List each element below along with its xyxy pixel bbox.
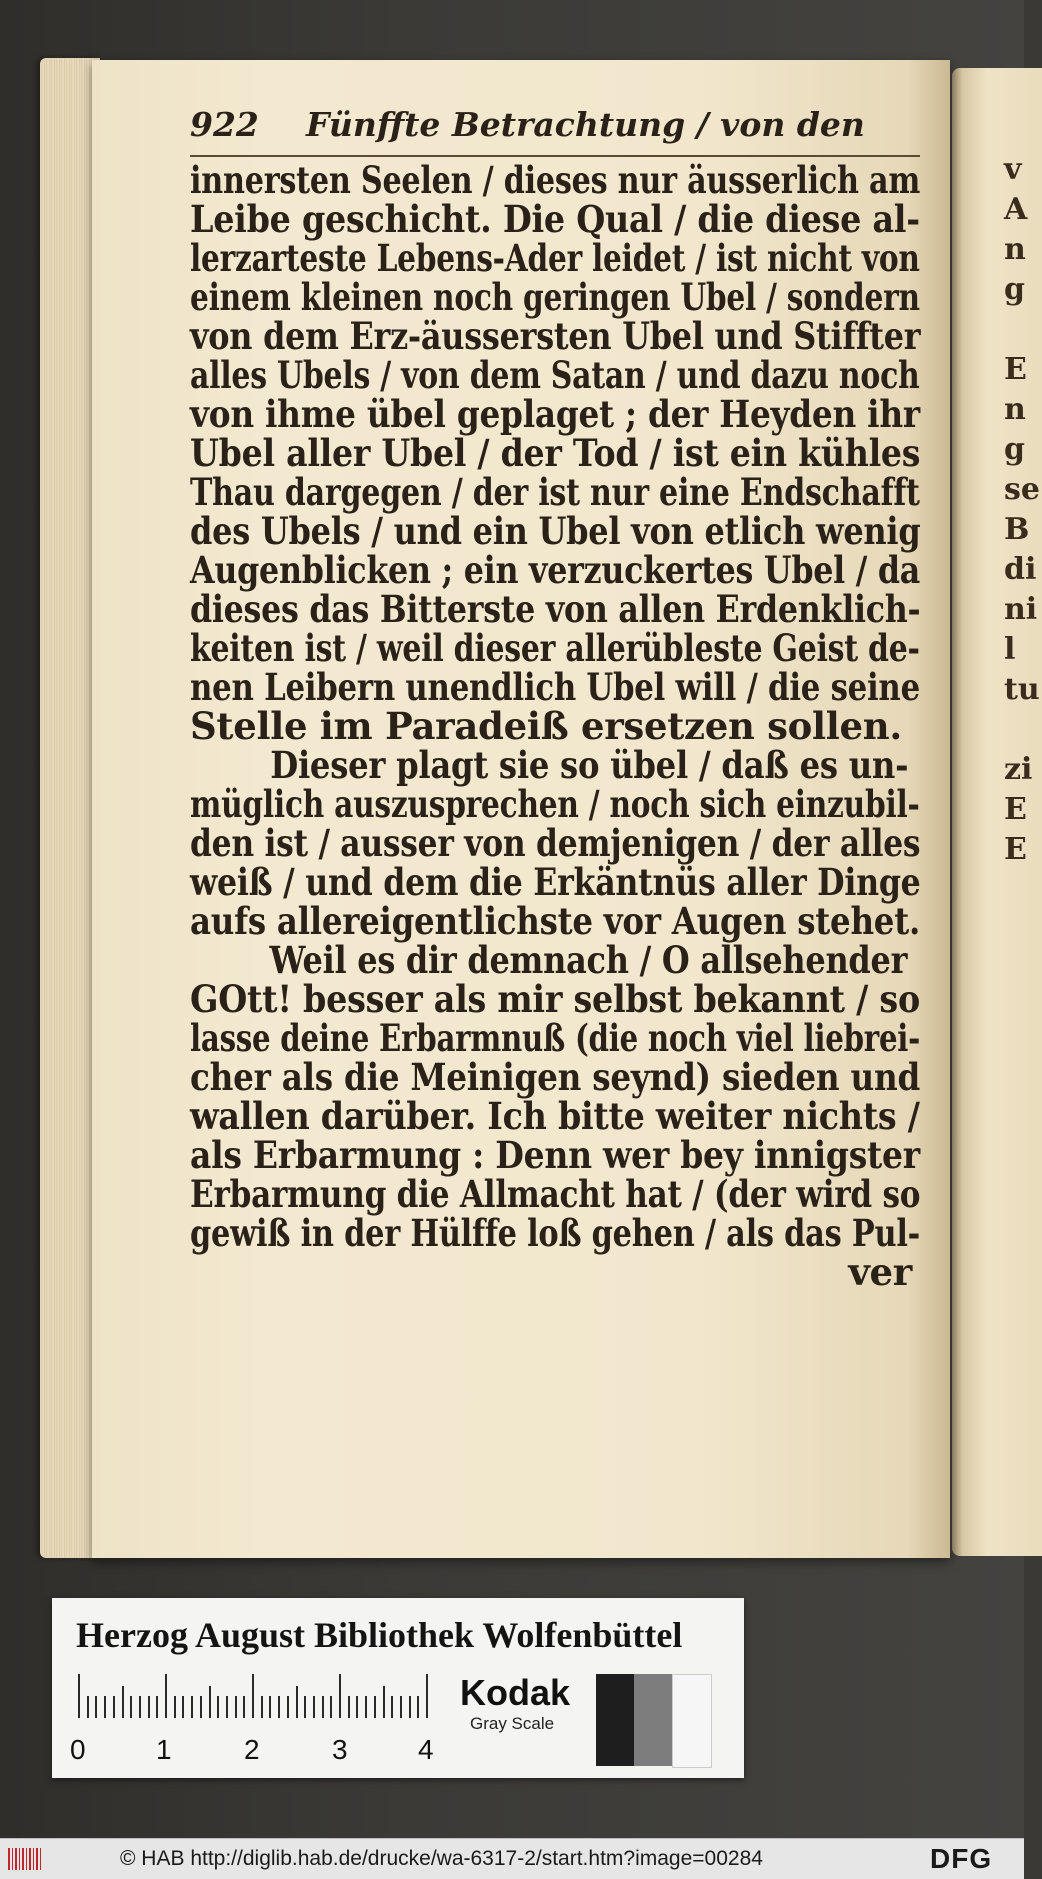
text-line: Dieser plagt sie so übel / daß es un-: [270, 743, 909, 787]
ruler-tick: [417, 1696, 419, 1718]
text-line: Leibe geschicht. Die Qual / die diese al-: [190, 197, 920, 241]
ruler-label: 1: [156, 1734, 172, 1765]
gray-scale-label: Gray Scale: [470, 1714, 555, 1733]
ruler-tick: [209, 1686, 211, 1718]
text-line: von dem Erz-äussersten Ubel und Stiffter: [190, 314, 921, 358]
ruler-label: 2: [244, 1734, 260, 1765]
ruler-label: 4: [418, 1734, 434, 1765]
text-line: wallen darüber. Ich bitte weiter nichts /: [190, 1094, 920, 1138]
text-line: nen Leibern unendlich Ubel will / die seine: [190, 665, 920, 709]
footer-bar: [0, 1838, 1024, 1879]
ruler-tick: [339, 1674, 341, 1718]
text-line: den ist / ausser von demjenigen / der alles: [190, 821, 921, 865]
ruler-tick: [296, 1686, 298, 1718]
paragraph-2: [190, 743, 921, 943]
library-name: Herzog August Bibliothek Wolfenbüttel: [76, 1615, 683, 1655]
text-line: dieses das Bitterste von allen Erdenklich-: [190, 587, 921, 631]
page-number: 922: [190, 105, 259, 144]
ruler-tick: [261, 1696, 263, 1718]
footer-credit-link[interactable]: © HAB http://diglib.hab.de/drucke/wa-6317-2/start.htm?image=00284: [120, 1847, 763, 1870]
gray-patch-black: [596, 1674, 634, 1766]
ruler-tick: [139, 1696, 141, 1718]
scale-ruler: [78, 1678, 438, 1738]
ruler-tick: [287, 1696, 289, 1718]
ruler-tick: [269, 1696, 271, 1718]
ruler-tick: [243, 1696, 245, 1718]
page-text: [190, 105, 920, 1292]
running-title: Fünffte Betrachtung / von den: [306, 105, 865, 144]
paragraph-1: [190, 158, 921, 748]
ruler-tick: [78, 1674, 80, 1718]
text-line: Erbarmung die Allmacht hat / (der wird so: [190, 1172, 921, 1216]
ruler-tick: [322, 1696, 324, 1718]
ruler-tick: [330, 1696, 332, 1718]
facing-page-text: v A n g E n g se B di ni l tu zi E E: [1004, 152, 1040, 867]
ruler-label: 3: [332, 1734, 348, 1765]
ruler-tick: [217, 1696, 219, 1718]
text-line: müglich auszusprechen / noch sich einzubil-: [190, 782, 920, 826]
ruler-tick: [165, 1674, 167, 1718]
ruler-tick: [87, 1696, 89, 1718]
kodak-logo: Kodak: [460, 1672, 571, 1713]
text-line: Thau dargegen / der ist nur eine Endschafft: [190, 470, 920, 514]
ruler-tick: [200, 1696, 202, 1718]
ruler-tick: [391, 1696, 393, 1718]
text-line: GOtt! besser als mir selbst bekannt / so: [190, 977, 920, 1021]
text-line: des Ubels / und ein Ubel von etlich wenig: [190, 509, 921, 553]
ruler-tick: [374, 1696, 376, 1718]
color-target-strip: [52, 1598, 744, 1778]
text-line: innersten Seelen / dieses nur äusserlich am: [190, 158, 921, 202]
catchword: ver: [848, 1250, 912, 1294]
ruler-tick: [174, 1696, 176, 1718]
text-line: alles Ubels / von dem Satan / und dazu noch: [190, 353, 920, 397]
ruler-tick: [130, 1696, 132, 1718]
text-line: aufs allereigentlichste vor Augen stehet.: [190, 899, 921, 943]
ruler-tick: [356, 1696, 358, 1718]
gray-patch-mid: [634, 1674, 672, 1766]
ruler-tick: [409, 1696, 411, 1718]
running-header: [190, 105, 920, 157]
ruler-tick: [383, 1686, 385, 1718]
text-line: einem kleinen noch geringen Ubel / sondern: [190, 275, 920, 319]
ruler-tick: [191, 1696, 193, 1718]
text-line: von ihme übel geplaget ; der Heyden ihr: [190, 392, 920, 436]
ruler-tick: [156, 1696, 158, 1718]
text-line: Weil es dir demnach / O allsehender: [269, 938, 908, 982]
text-line: als Erbarmung : Denn wer bey innigster: [190, 1133, 920, 1177]
ruler-tick: [313, 1696, 315, 1718]
ruler-label: 0: [70, 1734, 86, 1765]
ruler-tick: [95, 1696, 97, 1718]
text-line: Stelle im Paradeiß ersetzen sollen.: [190, 704, 902, 748]
ruler-tick: [122, 1686, 124, 1718]
text-line: Augenblicken ; ein verzuckertes Ubel / da: [190, 548, 921, 592]
ruler-tick: [304, 1696, 306, 1718]
text-line: lasse deine Erbarmnuß (die noch viel liebrei-: [190, 1016, 921, 1060]
ruler-tick: [113, 1696, 115, 1718]
text-line: Ubel aller Ubel / der Tod / ist ein kühles: [190, 431, 921, 475]
ruler-tick: [252, 1674, 254, 1718]
ruler-tick: [348, 1696, 350, 1718]
ruler-tick: [365, 1696, 367, 1718]
ruler-tick: [400, 1696, 402, 1718]
page-edges: [40, 58, 100, 1558]
text-line: keiten ist / weil dieser allerübleste Geist de-: [190, 626, 920, 670]
text-line: lerzarteste Lebens-Ader leidet / ist nicht von: [190, 236, 920, 280]
barcode-icon: [8, 1848, 42, 1870]
ruler-tick: [278, 1696, 280, 1718]
text-line: gewiß in der Hülffe loß gehen / als das Pul-: [190, 1211, 921, 1255]
gray-patch-white: [672, 1674, 712, 1768]
text-line: weiß / und dem die Erkäntnüs aller Dinge: [190, 860, 921, 904]
dfg-logo: DFG: [930, 1843, 993, 1874]
ruler-tick: [148, 1696, 150, 1718]
ruler-tick: [182, 1696, 184, 1718]
paragraph-3: [190, 938, 921, 1255]
ruler-tick: [104, 1696, 106, 1718]
ruler-tick: [426, 1674, 428, 1718]
ruler-tick: [226, 1696, 228, 1718]
ruler-tick: [235, 1696, 237, 1718]
text-line: cher als die Meinigen seynd) sieden und: [190, 1055, 921, 1099]
